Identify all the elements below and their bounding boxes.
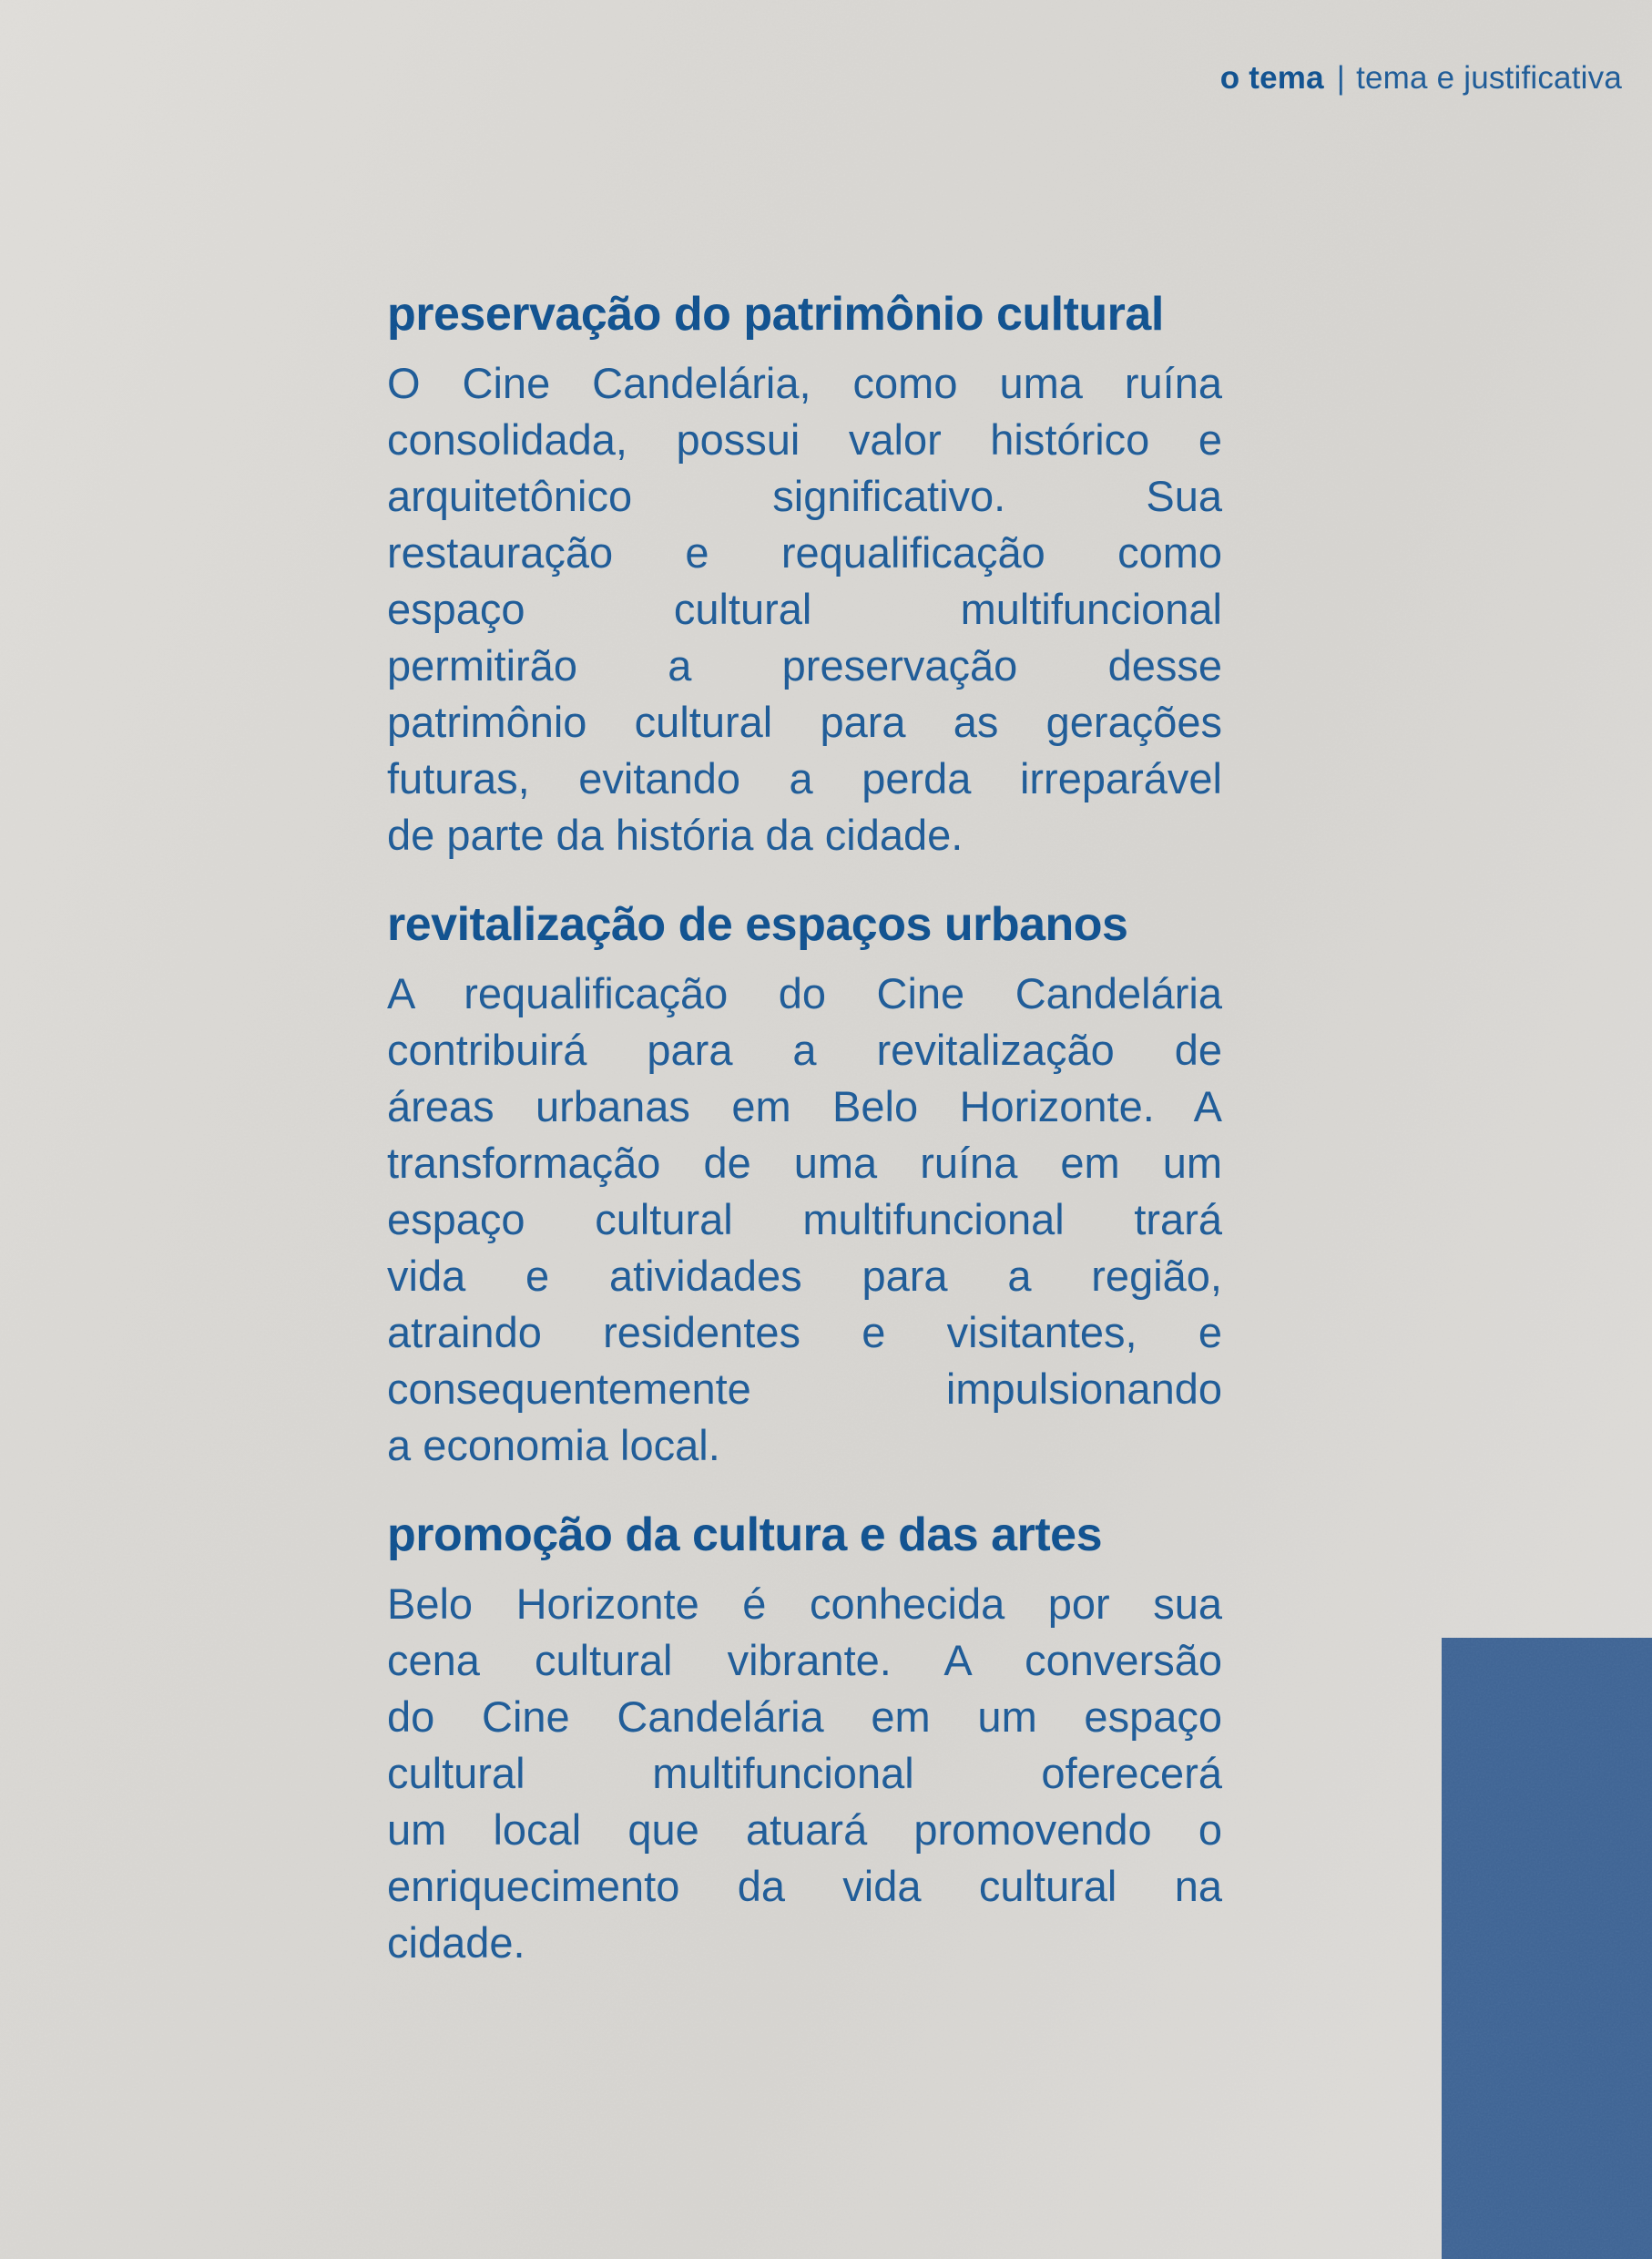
body-line: cultural multifuncional oferecerá <box>387 1749 1222 1797</box>
body-line: A requalificação do Cine Candelária <box>387 969 1222 1017</box>
body-line: de parte da história da cidade. <box>387 811 964 859</box>
body-line: Belo Horizonte é conhecida por sua <box>387 1579 1222 1628</box>
body-line: patrimônio cultural para as gerações <box>387 698 1222 746</box>
blue-accent-block <box>1442 1638 1652 2259</box>
body-line: cidade. <box>387 1918 525 1967</box>
body-line: O Cine Candelária, como uma ruína <box>387 359 1222 407</box>
text-column <box>387 286 1222 1971</box>
body-line: enriquecimento da vida cultural na <box>387 1862 1222 1910</box>
content-section <box>387 896 1222 1474</box>
body-line: vida e atividades para a região, <box>387 1252 1222 1300</box>
body-line: contribuirá para a revitalização de <box>387 1026 1222 1074</box>
body-line: um local que atuará promovendo o <box>387 1805 1222 1854</box>
body-line: atraindo residentes e visitantes, e <box>387 1308 1222 1356</box>
section-paragraph <box>387 355 1222 864</box>
body-line: a economia local. <box>387 1421 720 1469</box>
content-section <box>387 1507 1222 1971</box>
body-line: consolidada, possui valor histórico e <box>387 415 1222 464</box>
body-line: consequentemente impulsionando <box>387 1365 1222 1413</box>
body-line: cena cultural vibrante. A conversão <box>387 1636 1222 1684</box>
section-heading: revitalização de espaços urbanos <box>387 898 1128 951</box>
header-section-label: o tema <box>1219 60 1324 96</box>
body-line: arquitetônico significativo. Sua <box>387 472 1222 520</box>
body-line: áreas urbanas em Belo Horizonte. A <box>387 1082 1222 1130</box>
section-heading: promoção da cultura e das artes <box>387 1508 1102 1561</box>
body-line: espaço cultural multifuncional <box>387 585 1222 633</box>
body-line: transformação de uma ruína em um <box>387 1139 1222 1187</box>
section-paragraph <box>387 966 1222 1474</box>
body-line: espaço cultural multifuncional trará <box>387 1195 1222 1243</box>
header-divider: | <box>1336 60 1346 96</box>
section-paragraph <box>387 1576 1222 1971</box>
header-page-label: tema e justificativa <box>1356 60 1622 96</box>
body-line: permitirão a preservação desse <box>387 641 1222 690</box>
body-line: do Cine Candelária em um espaço <box>387 1692 1222 1741</box>
content-section <box>387 286 1222 864</box>
body-line: restauração e requalificação como <box>387 528 1222 577</box>
body-line: futuras, evitando a perda irreparável <box>387 754 1222 802</box>
section-heading: preservação do patrimônio cultural <box>387 288 1164 341</box>
page-header <box>1220 58 1622 98</box>
